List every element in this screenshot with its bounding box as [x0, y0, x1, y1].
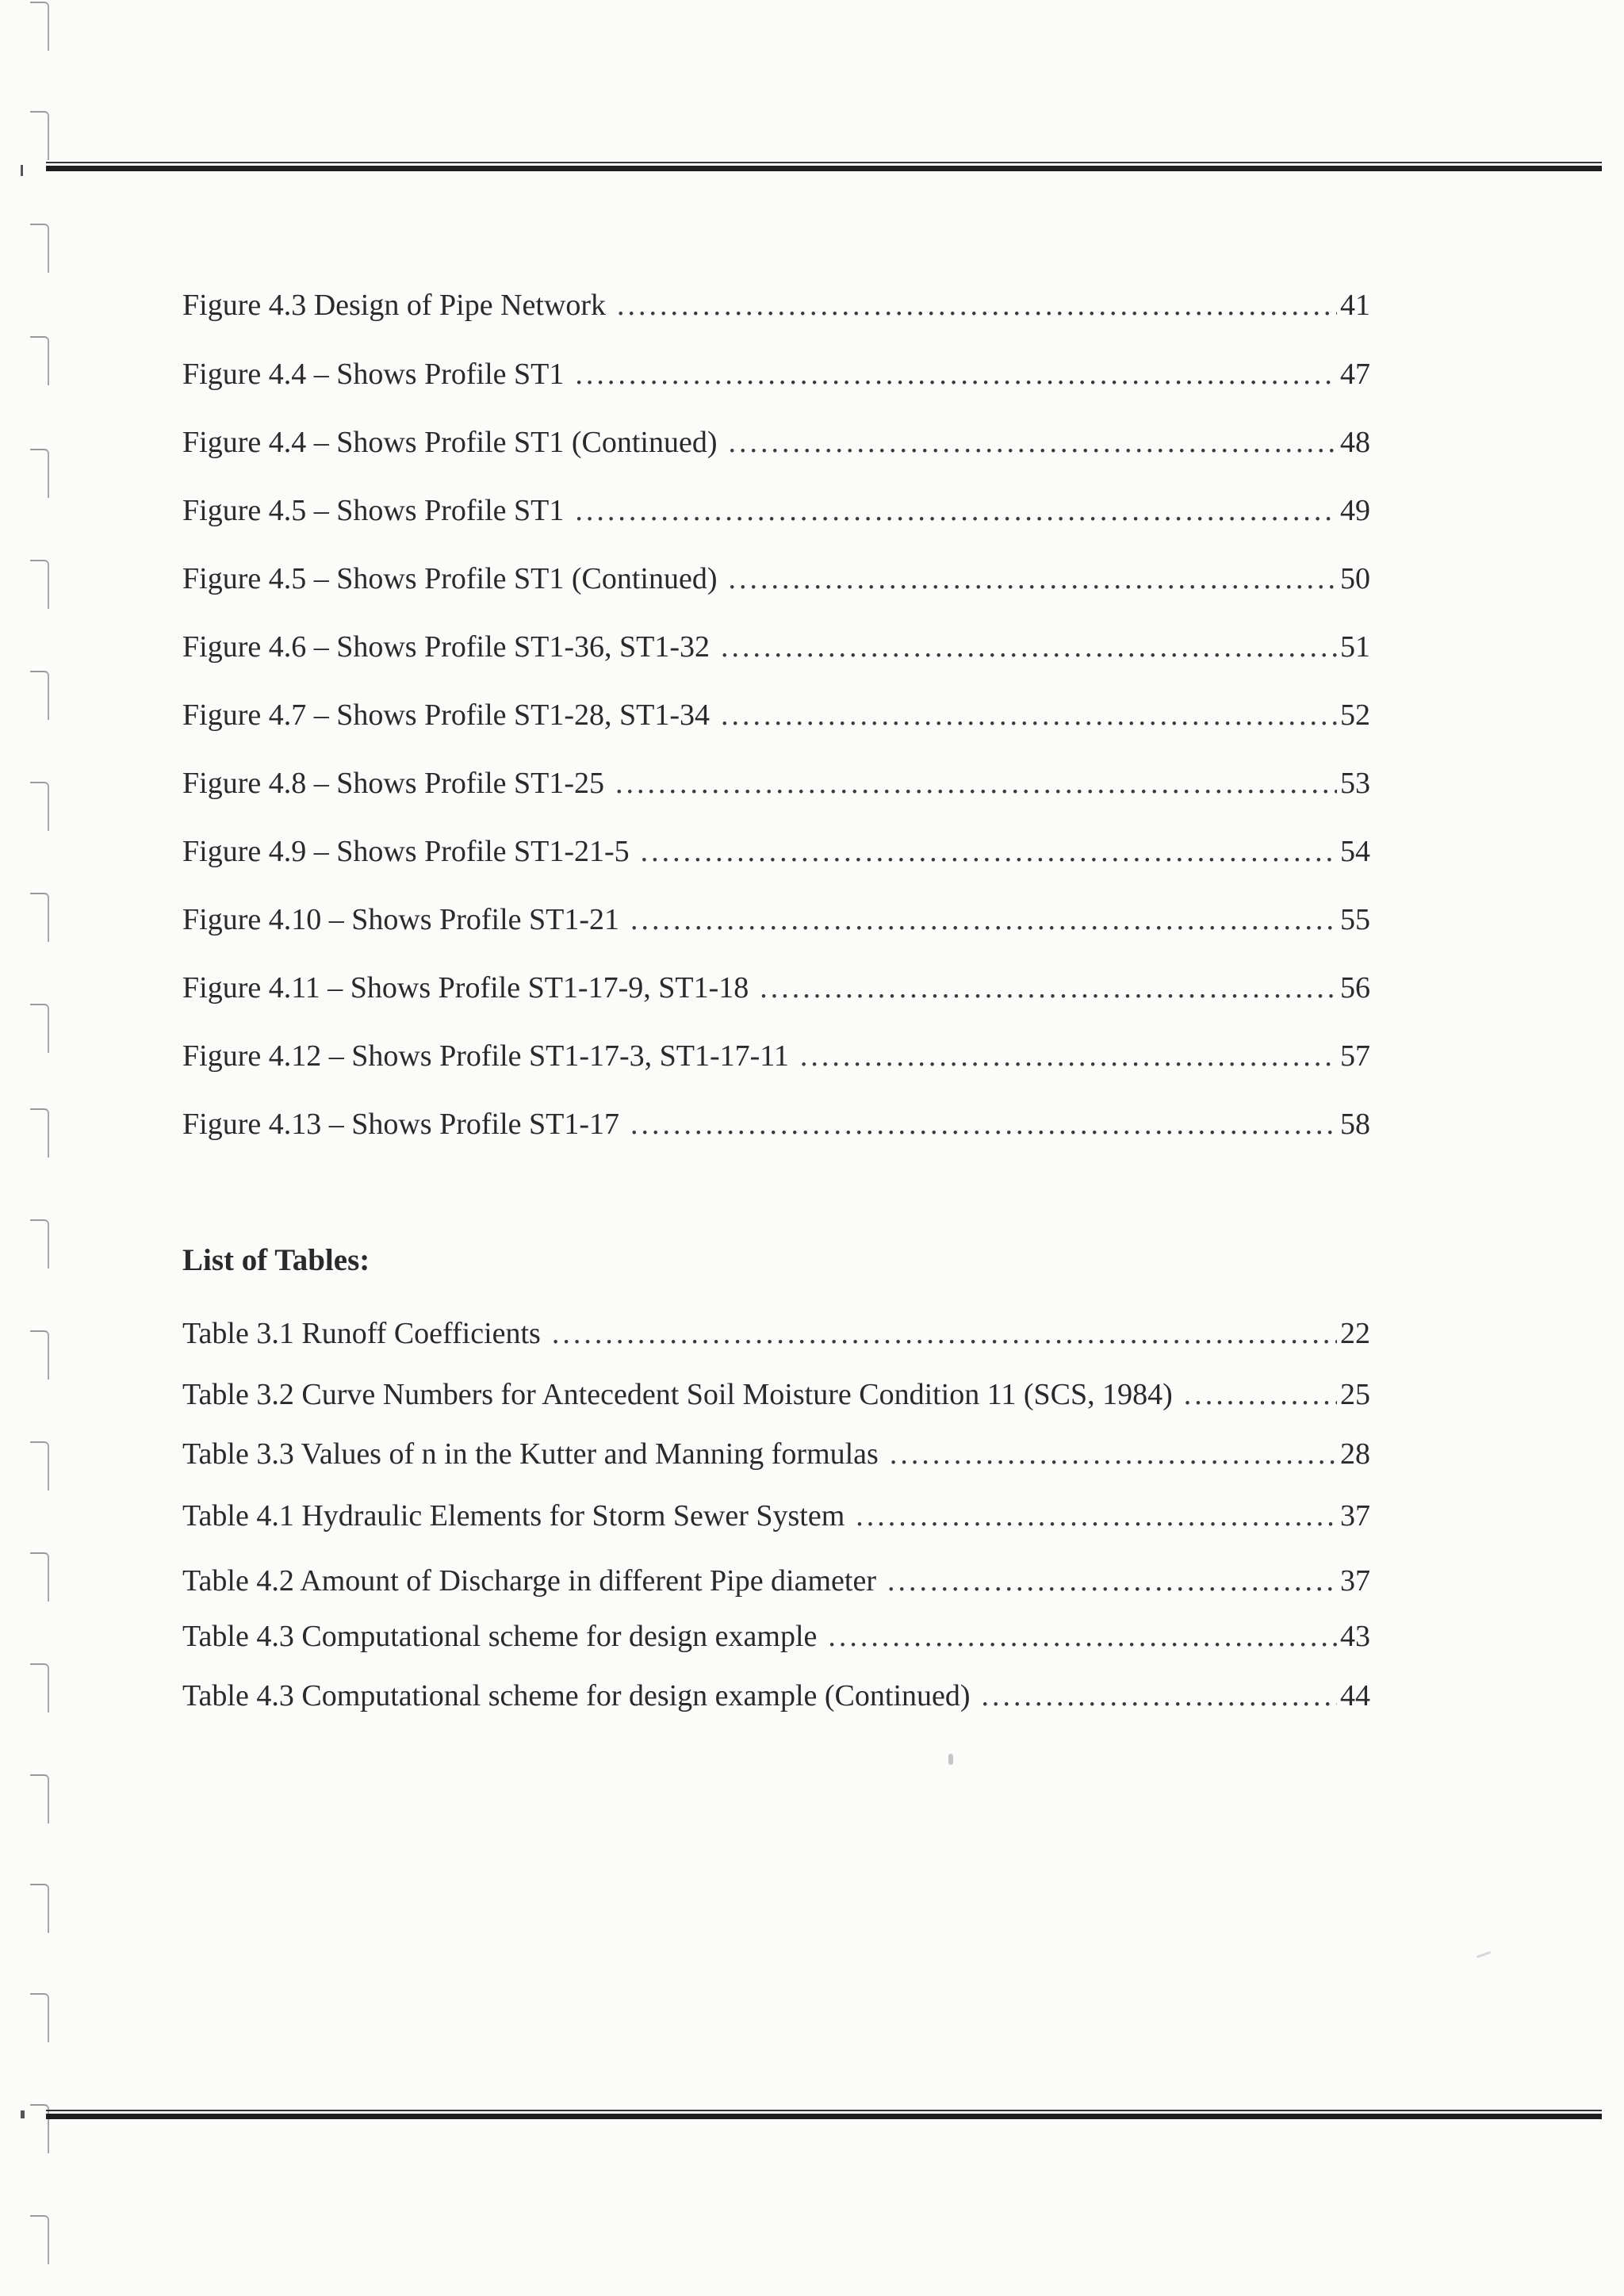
scan-speck	[948, 1754, 953, 1765]
binding-mark	[30, 1004, 49, 1053]
binding-mark	[30, 671, 49, 720]
binding-mark	[30, 1884, 49, 1933]
entry-label: Table 4.3 Computational scheme for design example	[182, 1620, 818, 1653]
binding-mark	[30, 1330, 49, 1380]
binding-mark	[30, 1663, 49, 1712]
binding-mark	[30, 893, 49, 942]
entry-label: Table 4.3 Computational scheme for design example (Continued)	[182, 1679, 971, 1712]
entry-label: Figure 4.9 – Shows Profile ST1-21-5	[182, 835, 630, 868]
toc-entry-figure	[182, 424, 1370, 461]
scan-speck	[1477, 1951, 1491, 1958]
rule-thick-line	[46, 2114, 1602, 2119]
toc-entry-figure	[182, 765, 1370, 802]
toc-entry-table	[182, 1376, 1370, 1413]
toc-entry-table	[182, 1563, 1370, 1599]
entry-label: Table 4.1 Hydraulic Elements for Storm Sewer System	[182, 1499, 845, 1533]
entry-label: Figure 4.7 – Shows Profile ST1-28, ST1-34	[182, 698, 710, 732]
dot-leader	[615, 765, 1337, 802]
toc-entry-table	[182, 1678, 1370, 1714]
toc-entry-figure	[182, 356, 1370, 392]
entry-page-number: 37	[1340, 1564, 1370, 1598]
rule-thin-line	[46, 162, 1602, 163]
entry-page-number: 47	[1340, 358, 1370, 391]
entry-page-number: 25	[1340, 1378, 1370, 1411]
entry-label: Table 4.2 Amount of Discharge in different Pipe diameter	[182, 1564, 876, 1598]
dot-leader	[641, 833, 1337, 870]
entry-label: Figure 4.8 – Shows Profile ST1-25	[182, 767, 604, 800]
dot-leader	[1184, 1376, 1337, 1413]
entry-label: Figure 4.4 – Shows Profile ST1 (Continued)	[182, 426, 718, 459]
scan-mark	[21, 165, 23, 176]
binding-mark	[30, 2, 49, 51]
entry-label: Figure 4.4 – Shows Profile ST1	[182, 358, 565, 391]
toc-entry-table	[182, 1618, 1370, 1655]
toc-entry-figure	[182, 1038, 1370, 1074]
dot-leader	[721, 629, 1337, 665]
entry-page-number: 58	[1340, 1108, 1370, 1141]
entry-page-number: 37	[1340, 1499, 1370, 1533]
entry-label: Figure 4.13 – Shows Profile ST1-17	[182, 1108, 619, 1141]
dot-leader	[856, 1498, 1337, 1534]
entry-page-number: 52	[1340, 698, 1370, 732]
entry-page-number: 28	[1340, 1437, 1370, 1471]
binding-mark	[30, 1441, 49, 1490]
binding-marks	[0, 0, 63, 2296]
binding-mark	[30, 1219, 49, 1269]
entry-page-number: 48	[1340, 426, 1370, 459]
entry-page-number: 57	[1340, 1039, 1370, 1073]
dot-leader	[728, 424, 1337, 461]
entry-label: Figure 4.12 – Shows Profile ST1-17-3, ST1-17-11	[182, 1039, 789, 1073]
dot-leader	[800, 1038, 1337, 1074]
dot-leader	[575, 492, 1337, 529]
dot-leader	[630, 1106, 1337, 1142]
entry-page-number: 22	[1340, 1317, 1370, 1350]
toc-entry-figure	[182, 492, 1370, 529]
entry-label: Table 3.1 Runoff Coefficients	[182, 1317, 541, 1350]
binding-mark	[30, 336, 49, 385]
entry-page-number: 44	[1340, 1679, 1370, 1712]
dot-leader	[575, 356, 1337, 392]
entry-label: Table 3.3 Values of n in the Kutter and Manning formulas	[182, 1437, 879, 1471]
binding-mark	[30, 1993, 49, 2042]
entry-page-number: 49	[1340, 494, 1370, 527]
dot-leader	[617, 287, 1337, 323]
toc-entry-table	[182, 1498, 1370, 1534]
toc-entry-figure	[182, 561, 1370, 597]
dot-leader	[630, 901, 1337, 938]
entry-page-number: 43	[1340, 1620, 1370, 1653]
list-of-tables-heading: List of Tables:	[182, 1243, 370, 1277]
toc-entry-figure	[182, 970, 1370, 1006]
entry-page-number: 55	[1340, 903, 1370, 936]
binding-mark	[30, 111, 49, 160]
rule-thin-line	[46, 2110, 1602, 2111]
binding-mark	[30, 224, 49, 273]
footer-rule	[46, 2110, 1602, 2119]
rule-thick-line	[46, 166, 1602, 171]
toc-entry-figure	[182, 833, 1370, 870]
dot-leader	[982, 1678, 1337, 1714]
entry-label: Figure 4.6 – Shows Profile ST1-36, ST1-32	[182, 630, 710, 664]
entry-page-number: 41	[1340, 289, 1370, 322]
binding-mark	[30, 1774, 49, 1823]
toc-entry-figure	[182, 287, 1370, 323]
dot-leader	[721, 697, 1337, 733]
entry-label: Table 3.2 Curve Numbers for Antecedent Soil Moisture Condition 11 (SCS, 1984)	[182, 1378, 1173, 1411]
toc-entry-figure	[182, 1106, 1370, 1142]
toc-entry-figure	[182, 629, 1370, 665]
toc-entry-figure	[182, 697, 1370, 733]
entry-label: Figure 4.10 – Shows Profile ST1-21	[182, 903, 619, 936]
binding-mark	[30, 1552, 49, 1601]
entry-page-number: 56	[1340, 971, 1370, 1004]
entry-label: Figure 4.3 Design of Pipe Network	[182, 289, 607, 322]
binding-mark	[30, 560, 49, 609]
binding-mark	[30, 449, 49, 498]
dot-leader	[552, 1315, 1337, 1352]
dot-leader	[760, 970, 1337, 1006]
dot-leader	[887, 1563, 1337, 1599]
toc-entry-figure	[182, 901, 1370, 938]
entry-page-number: 53	[1340, 767, 1370, 800]
dot-leader	[828, 1618, 1337, 1655]
binding-mark	[30, 782, 49, 831]
toc-entry-table	[182, 1315, 1370, 1352]
dot-leader	[890, 1436, 1337, 1472]
entry-label: Figure 4.11 – Shows Profile ST1-17-9, ST1-18	[182, 971, 749, 1004]
entry-page-number: 54	[1340, 835, 1370, 868]
dot-leader	[728, 561, 1337, 597]
scan-mark	[21, 2110, 25, 2118]
entry-label: Figure 4.5 – Shows Profile ST1	[182, 494, 565, 527]
entry-page-number: 50	[1340, 562, 1370, 595]
binding-mark	[30, 1108, 49, 1158]
header-rule	[46, 162, 1602, 171]
toc-entry-table	[182, 1436, 1370, 1472]
entry-label: Figure 4.5 – Shows Profile ST1 (Continued)	[182, 562, 718, 595]
entry-page-number: 51	[1340, 630, 1370, 664]
binding-mark	[30, 2215, 49, 2264]
